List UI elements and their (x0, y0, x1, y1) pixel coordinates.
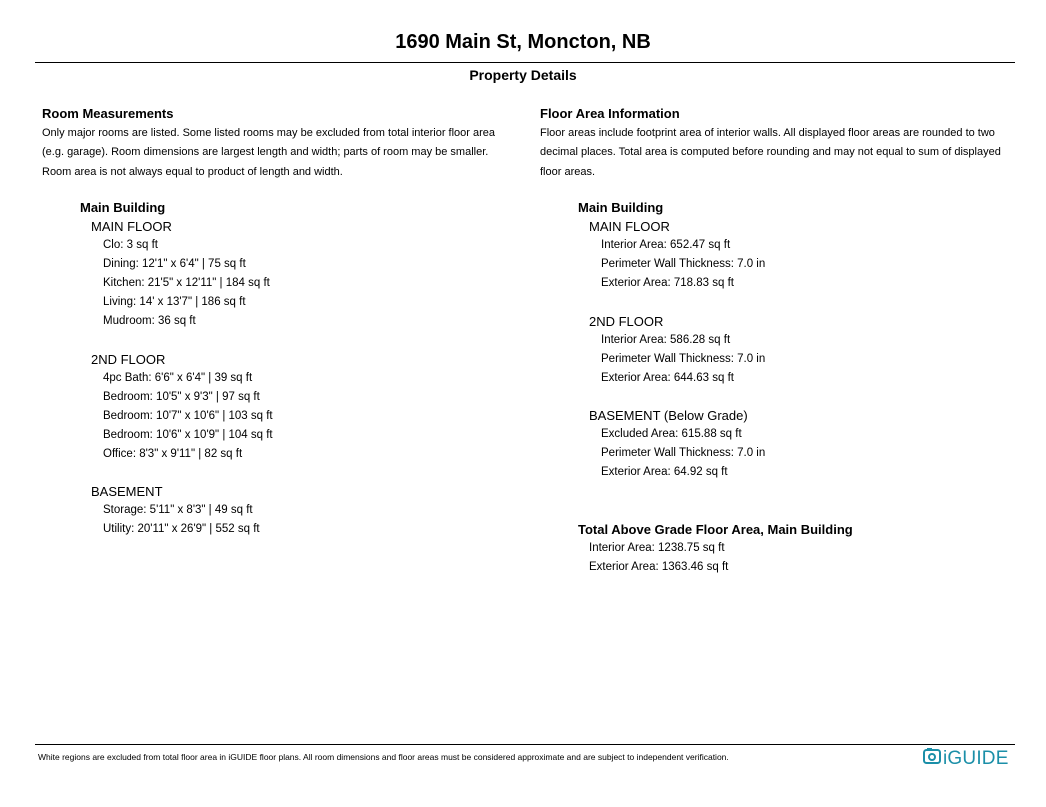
total-area-item: Exterior Area: 1363.46 sq ft (589, 561, 729, 573)
room-item: Storage: 5'11" x 8'3" | 49 sq ft (103, 504, 253, 516)
iguide-camera-icon (923, 748, 941, 770)
room-item: 4pc Bath: 6'6" x 6'4" | 39 sq ft (103, 372, 253, 384)
floor-area-intro-line: decimal places. Total area is computed before rounding and may not equal to sum of displayed (540, 146, 1001, 159)
floor-area-intro-line: Floor areas include footprint area of interior walls. All displayed floor areas are rounded to two (540, 127, 995, 139)
area-item: Perimeter Wall Thickness: 7.0 in (601, 447, 766, 459)
room-item: Bedroom: 10'5" x 9'3" | 97 sq ft (103, 391, 260, 403)
room-item: Kitchen: 21'5" x 12'11" | 184 sq ft (103, 277, 270, 289)
area-item: Excluded Area: 615.88 sq ft (601, 428, 742, 440)
area-item: Interior Area: 586.28 sq ft (601, 334, 731, 346)
floor-name: 2ND FLOOR (589, 314, 664, 329)
total-area-heading: Total Above Grade Floor Area, Main Building (578, 522, 853, 537)
room-floor-basement (91, 482, 260, 539)
room-measurements-heading: Room Measurements (42, 106, 174, 121)
area-floor-main (589, 217, 765, 293)
floor-name: MAIN FLOOR (91, 219, 172, 234)
area-item: Exterior Area: 718.83 sq ft (601, 277, 734, 289)
floor-area-building: Main Building (578, 200, 664, 215)
room-item: Dining: 12'1" x 6'4" | 75 sq ft (103, 258, 246, 270)
floor-area-heading: Floor Area Information (540, 106, 680, 121)
room-measurements-intro-line: Only major rooms are listed. Some listed rooms may be excluded from total interior floor area (42, 127, 496, 139)
total-area-block (577, 539, 728, 577)
area-item: Perimeter Wall Thickness: 7.0 in (601, 258, 766, 270)
room-measurements-intro-line: Room area is not always equal to product of length and width. (42, 165, 343, 178)
room-item: Clo: 3 sq ft (103, 239, 158, 251)
area-item: Exterior Area: 644.63 sq ft (601, 372, 734, 384)
room-item: Mudroom: 36 sq ft (103, 315, 196, 327)
area-item: Interior Area: 652.47 sq ft (601, 239, 731, 251)
footer-divider (35, 744, 1015, 745)
area-floor-basement (589, 406, 765, 482)
iguide-logo-text: iGUIDE (943, 748, 1009, 769)
room-measurements-section (42, 104, 522, 182)
iguide-logo (923, 748, 1009, 770)
area-item: Perimeter Wall Thickness: 7.0 in (601, 353, 766, 365)
room-measurements-building: Main Building (80, 200, 166, 215)
room-measurements-intro-line: (e.g. garage). Room dimensions are largest length and width; parts of room may be smaller. (42, 146, 489, 159)
room-floor-2nd (91, 350, 273, 464)
total-area-item: Interior Area: 1238.75 sq ft (589, 542, 725, 554)
page-subtitle: Property Details (469, 67, 577, 83)
floor-name: BASEMENT (91, 484, 163, 499)
area-item: Exterior Area: 64.92 sq ft (601, 466, 728, 478)
room-item: Office: 8'3" x 9'11" | 82 sq ft (103, 448, 243, 460)
footer-disclaimer: White regions are excluded from total floor area in iGUIDE floor plans. All room dimensions and floor areas must be considered approximate and are subject to independent verification. (38, 752, 729, 762)
floor-area-section (540, 104, 1020, 182)
floor-name: MAIN FLOOR (589, 219, 670, 234)
floor-area-intro-line: floor areas. (540, 165, 596, 178)
room-item: Living: 14' x 13'7" | 186 sq ft (103, 296, 246, 308)
area-floor-2nd (589, 312, 765, 388)
room-item: Utility: 20'11" x 26'9" | 552 sq ft (103, 523, 260, 535)
floor-name: 2ND FLOOR (91, 352, 166, 367)
page-title: 1690 Main St, Moncton, NB (395, 31, 651, 53)
title-divider (35, 62, 1015, 63)
room-item: Bedroom: 10'6" x 10'9" | 104 sq ft (103, 429, 273, 441)
room-floor-main (91, 217, 270, 331)
floor-name: BASEMENT (Below Grade) (589, 408, 748, 423)
room-item: Bedroom: 10'7" x 10'6" | 103 sq ft (103, 410, 273, 422)
